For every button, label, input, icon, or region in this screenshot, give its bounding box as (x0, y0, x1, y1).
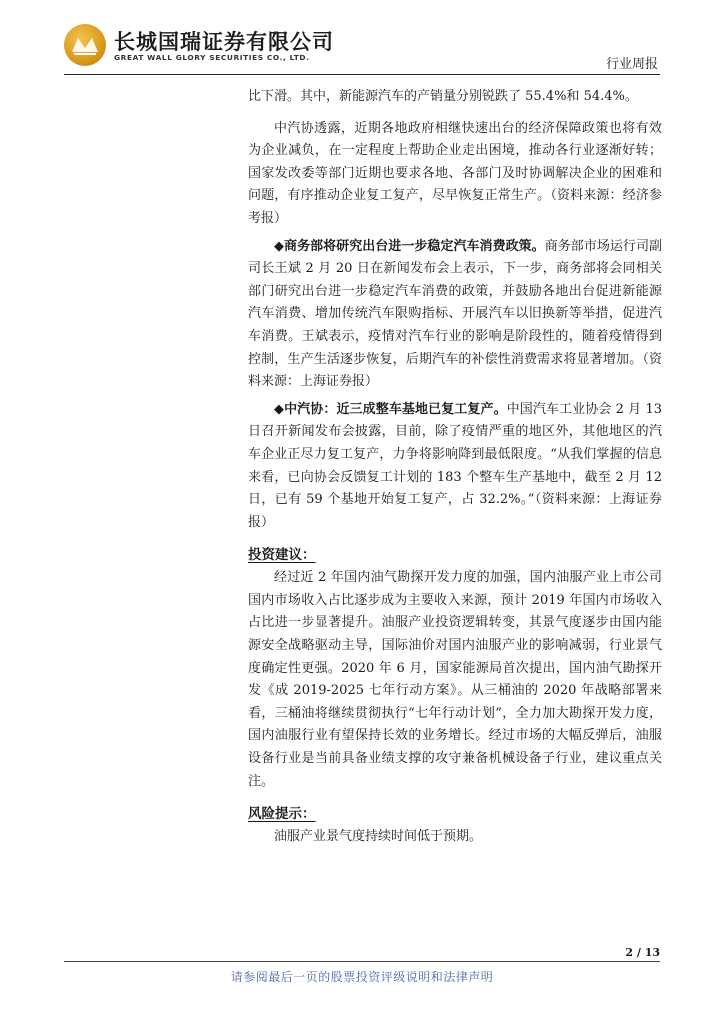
paragraph-caam-resume (248, 399, 662, 535)
investment-advice-title: 投资建议： (248, 547, 316, 564)
report-body (248, 86, 662, 854)
header-divider (64, 74, 660, 75)
page-header (64, 24, 660, 74)
disclaimer-note: 请参阅最后一页的股票投资评级说明和法律声明 (230, 970, 494, 984)
paragraph-mofcom (248, 236, 662, 394)
paragraph-caam-resume-text: 中国汽车工业协会 2 月 13 日召开新闻发布会披露，目前，除了疫情严重的地区外，其他地区的汽车企业正尽力复工复产，力争将影响降到最低限度。“从我们掌握的信息来看，已向协会反馈复工计划的 183 个整车生产基地中，截至 2 月 12 日，已有 59 个基地开始复工复产，占 32.2%。”（资料来源：上海证券报） (248, 401, 662, 530)
risk-warning-text: 油服产业景气度持续时间低于预期。 (274, 829, 483, 845)
paragraph-sales-decline: 比下滑。其中，新能源汽车的产销量分别锐跌了 55.4%和 54.4%。 (248, 89, 638, 104)
company-logo-icon (64, 24, 106, 66)
page-number: 2 / 13 (625, 946, 660, 959)
paragraph-mofcom-heading: ◆商务部将研究出台进一步稳定汽车消费政策。 (274, 238, 545, 254)
footer-divider (64, 961, 660, 962)
paragraph-mofcom-text: 商务部市场运行司副司长王斌 2 月 20 日在新闻发布会上表示，下一步，商务部将会同相关部门研究出台进一步稳定汽车消费的政策，并鼓励各地出台促进新能源汽车消费、增加传统汽车限购指标、开展汽车以旧换新等举措，促进汽车消费。王斌表示，疫情对汽车行业的影响是阶段性的，随着疫情得到控制，生产生活逐步恢复，后期汽车的补偿性消费需求将显著增加。（资料来源：上海证券报） (248, 238, 662, 390)
risk-warning-title: 风险提示： (248, 806, 316, 823)
investment-advice-text: 经过近 2 年国内油气勘探开发力度的加强，国内油服产业上市公司国内市场收入占比逐步成为主要收入来源，预计 2019 年国内市场收入占比进一步显著提升。油服产业投资逻辑转变，其景气度逐步由国内能源安全战略驱动主导，国际油价对国内油服产业的影响减弱，行业景气度确定性更强。2020 年 6 月，国家能源局首次提出，国内油气勘探开发《成 2019-2025 七年行动方案》。从三桶油的 2020 年战略部署来看，三桶油将继续贯彻执行“七年行动计划”，全力加大勘探开发力度，国内油服行业有望保持长效的业务增长。经过市场的大幅反弹后，油服设备行业是当前具备业绩支撑的攻守兼备机械设备子行业，建议重点关注。 (248, 570, 662, 789)
paragraph-caam-resume-heading: ◆中汽协：近三成整车基地已复工复产。 (274, 401, 507, 417)
company-name-en: GREAT WALL GLORY SECURITIES CO., LTD. (114, 53, 310, 62)
report-type-label: 行业周报 (605, 57, 658, 72)
company-name-cn: 长城国瑞证券有限公司 (114, 30, 334, 54)
paragraph-caam-policy: 中汽协透露，近期各地政府相继快速出台的经济保障政策也将有效为企业减负，在一定程度上帮助企业走出困境，推动各行业逐渐好转；国家发改委等部门近期也要求各地、各部门及时协调解决企业的困难和问题，有序推动企业复工复产，尽早恢复正常生产。（资料来源：经济参考报） (248, 120, 662, 226)
